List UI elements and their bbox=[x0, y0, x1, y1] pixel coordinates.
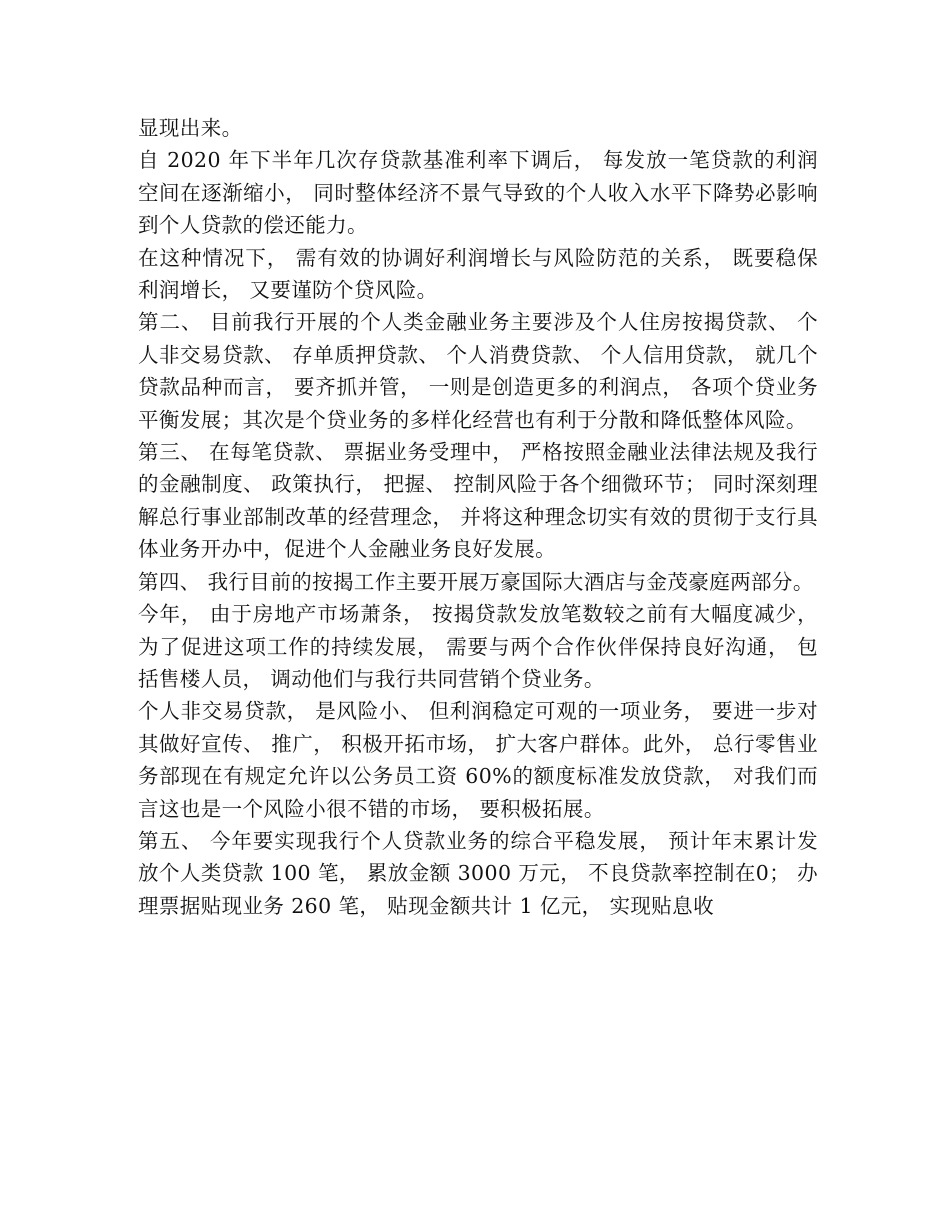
paragraph: 第二、 目前我行开展的个人类金融业务主要涉及个人住房按揭贷款、 个人非交易贷款、 存单质押贷款、 个人消费贷款、 个人信用贷款， 就几个贷款品种而言， 要齐抓并管， 一则是创造更多的利润点， 各项个贷业务平衡发展；其次是个贷业务的多样化经营也有利于分散和降低整体风险。 bbox=[138, 310, 818, 432]
paragraph: 自 2020 年下半年几次存贷款基准利率下调后， 每发放一笔贷款的利润空间在逐渐缩小， 同时整体经济不景气导致的个人收入水平下降势必影响到个人贷款的偿还能力。 bbox=[138, 148, 818, 238]
paragraph: 第四、 我行目前的按揭工作主要开展万豪国际大酒店与金茂豪庭两部分。 bbox=[138, 569, 814, 594]
paragraph: 个人非交易贷款， 是风险小、 但利润稳定可观的一项业务， 要进一步对其做好宣传、 推广， 积极开拓市场， 扩大客户群体。此外， 总行零售业务部现在有规定允许以公务员工资 60%的额度标准发放贷款， 对我们而言这也是一个风险小很不错的市场， 要积极拓展。 bbox=[138, 699, 818, 821]
paragraph: 今年， 由于房地产市场萧条， 按揭贷款发放笔数较之前有大幅度减少， 为了促进这项工作的持续发展， 需要与两个合作伙伴保持良好沟通， 包括售楼人员， 调动他们与我行共同营销个贷业务。 bbox=[138, 602, 818, 691]
paragraph: 第三、 在每笔贷款、 票据业务受理中， 严格按照金融业法律法规及我行的金融制度、 政策执行， 把握、 控制风险于各个细微环节； 同时深刻理解总行事业部制改革的经营理念， 并将这种理念切实有效的贯彻于支行具体业务开办中，促进个人金融业务良好发展。 bbox=[138, 440, 818, 562]
paragraph: 在这种情况下， 需有效的协调好利润增长与风险防范的关系， 既要稳保利润增长， 又要谨防个贷风险。 bbox=[138, 245, 818, 303]
body-text bbox=[138, 112, 818, 922]
paragraph: 第五、 今年要实现我行个人贷款业务的综合平稳发展， 预计年末累计发放个人类贷款 100 笔， 累放金额 3000 万元， 不良贷款率控制在0； 办理票据贴现业务 260 笔， 贴现金额共计 1 亿元， 实现贴息收 bbox=[138, 828, 818, 918]
paragraph: 显现出来。 bbox=[138, 116, 243, 140]
